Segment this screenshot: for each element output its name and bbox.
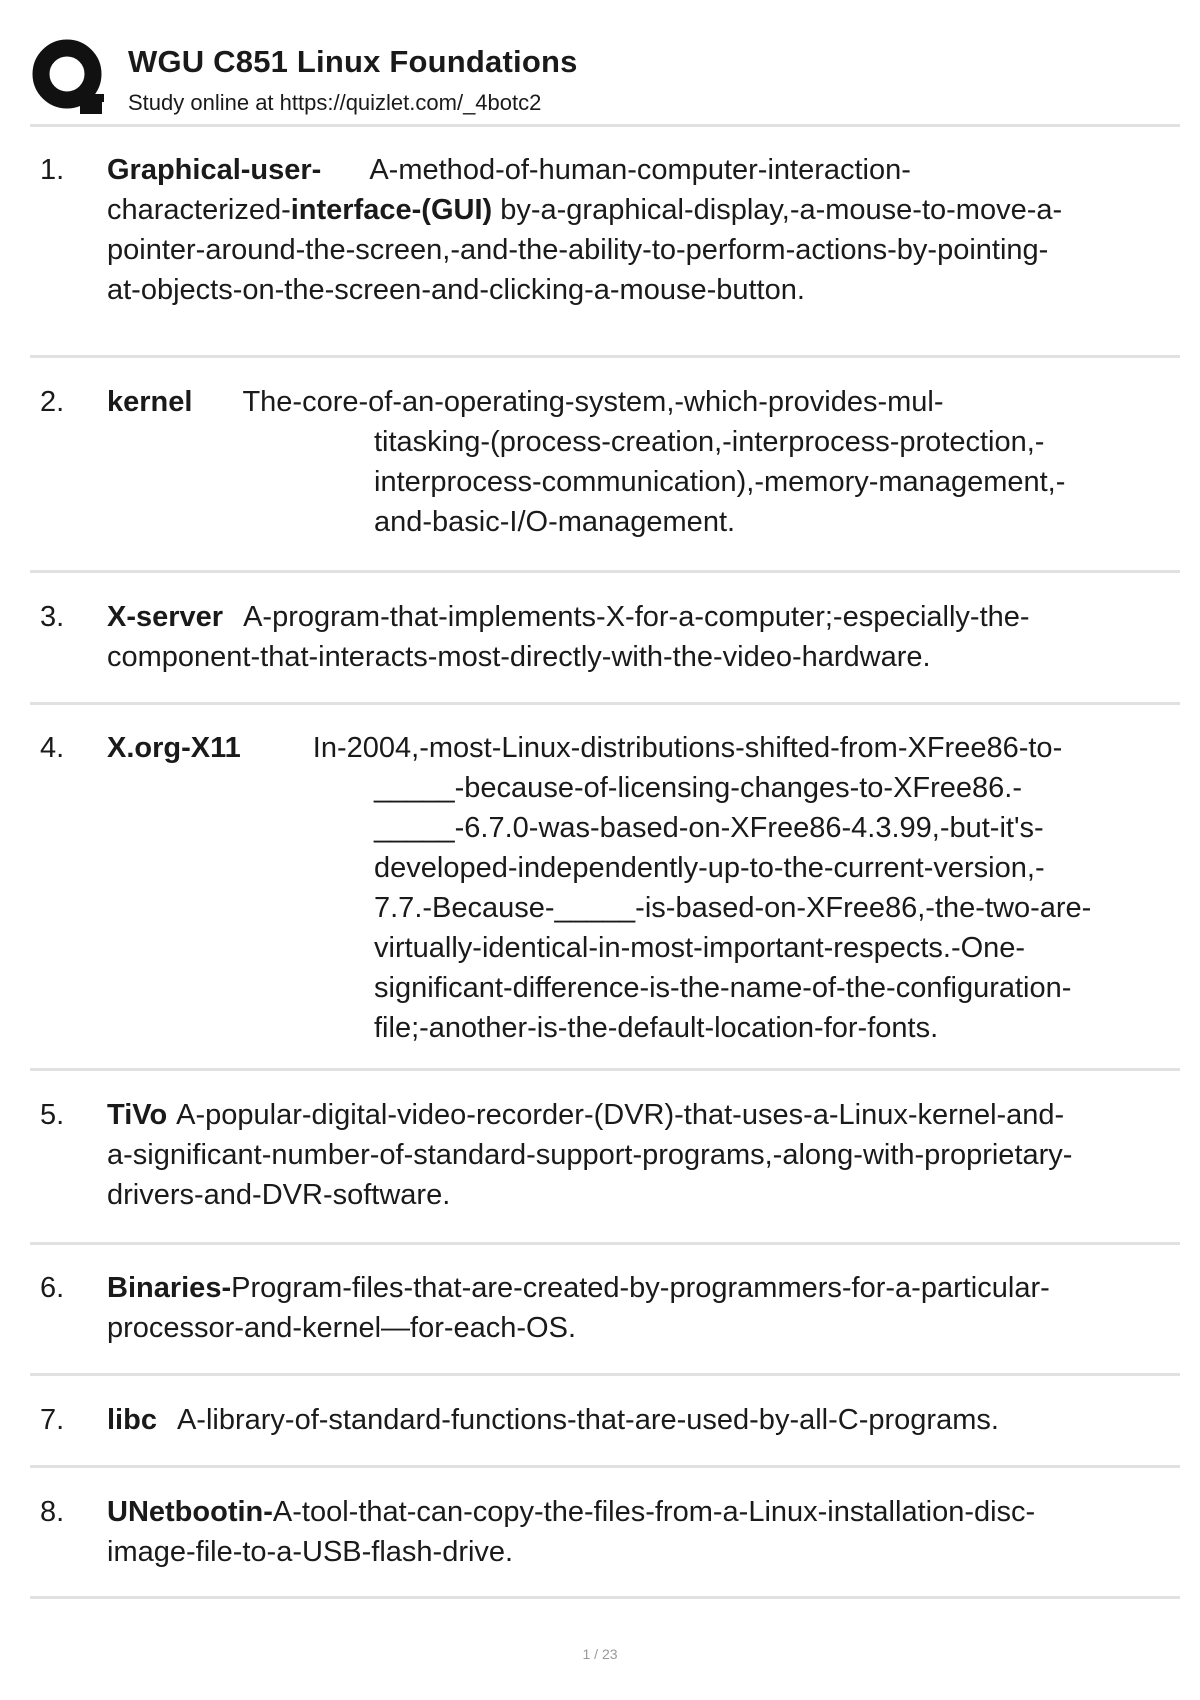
card-definition: A-library-of-standard-functions-that-are-used-by-all-C-programs.	[176, 1404, 999, 1436]
divider	[30, 1465, 1180, 1468]
card-definition: pointer-around-the-screen,-and-the-ability-to-perform-actions-by-pointing-	[107, 234, 1049, 266]
card-text	[107, 382, 1180, 542]
flashcard-1	[30, 150, 1180, 310]
card-term: interface-(GUI)	[290, 194, 493, 226]
card-definition: at-objects-on-the-screen-and-clicking-a-mouse-button.	[107, 274, 805, 306]
divider	[30, 1373, 1180, 1376]
card-term: kernel	[107, 386, 193, 418]
card-definition: titasking-(process-creation,-interprocess-protection,-	[374, 426, 1045, 458]
divider	[30, 570, 1180, 573]
flashcard-6	[30, 1268, 1180, 1348]
card-term: X.org-X11	[107, 732, 241, 764]
card-definition: In-2004,-most-Linux-distributions-shifted-from-XFree86-to-	[312, 732, 1063, 764]
page-header	[30, 36, 1180, 126]
card-number: 2.	[40, 386, 65, 418]
flashcard-3	[30, 597, 1180, 677]
card-definition: The-core-of-an-operating-system,-which-provides-mul-	[242, 386, 944, 418]
card-term: Binaries-	[107, 1272, 232, 1304]
card-text	[107, 1095, 1180, 1215]
divider	[30, 702, 1180, 705]
card-term: libc	[107, 1404, 157, 1436]
card-number: 7.	[40, 1404, 65, 1436]
card-definition: file;-another-is-the-default-location-for-fonts.	[374, 1012, 939, 1044]
flashcard-7	[30, 1400, 1180, 1440]
flashcard-8	[30, 1492, 1180, 1572]
card-definition: significant-difference-is-the-name-of-the-configuration-	[374, 972, 1072, 1004]
card-definition: interprocess-communication),-memory-management,-	[374, 466, 1066, 498]
card-number: 3.	[40, 601, 65, 633]
card-number: 5.	[40, 1099, 65, 1131]
card-definition: image-file-to-a-USB-flash-drive.	[107, 1536, 514, 1568]
page-number: 1 / 23	[582, 1646, 618, 1662]
card-text	[107, 1400, 1180, 1440]
card-definition: _____-6.7.0-was-based-on-XFree86-4.3.99,-but-it's-	[374, 812, 1044, 844]
divider	[30, 1596, 1180, 1599]
divider	[30, 1242, 1180, 1245]
card-text	[107, 728, 1180, 1048]
card-definition: component-that-interacts-most-directly-with-the-video-hardware.	[107, 641, 931, 673]
card-number: 6.	[40, 1272, 65, 1304]
card-definition: 7.7.-Because-_____-is-based-on-XFree86,-the-two-are-	[374, 892, 1092, 924]
card-number: 4.	[40, 732, 65, 764]
card-definition: A-tool-that-can-copy-the-files-from-a-Linux-installation-disc-	[272, 1496, 1036, 1528]
card-term: X-server	[107, 601, 224, 633]
card-definition: by-a-graphical-display,-a-mouse-to-move-a-	[492, 194, 1063, 226]
card-number: 1.	[40, 154, 65, 186]
card-definition: A-popular-digital-video-recorder-(DVR)-that-uses-a-Linux-kernel-and-	[176, 1099, 1065, 1131]
card-text	[107, 597, 1180, 677]
card-definition: characterized-	[107, 194, 291, 226]
card-definition: A-method-of-human-computer-interaction-	[369, 154, 911, 186]
card-term: Graphical-user-	[107, 154, 322, 186]
flashcard-4	[30, 728, 1180, 1048]
flashcard-5	[30, 1095, 1180, 1215]
card-definition: and-basic-I/O-management.	[374, 506, 736, 538]
flashcard-2	[30, 382, 1180, 542]
card-definition: developed-independently-up-to-the-current-version,-	[374, 852, 1045, 884]
card-term: TiVo	[107, 1099, 168, 1131]
card-term: UNetbootin-	[107, 1496, 273, 1528]
card-text	[107, 1492, 1180, 1572]
card-number: 8.	[40, 1496, 65, 1528]
page-subtitle: Study online at https://quizlet.com/_4botc2	[128, 90, 542, 115]
divider	[30, 355, 1180, 358]
card-definition: drivers-and-DVR-software.	[107, 1179, 451, 1211]
quizlet-logo-icon	[30, 36, 110, 120]
card-definition: A-program-that-implements-X-for-a-computer;-especially-the-	[243, 601, 1030, 633]
card-text	[107, 150, 1180, 310]
divider	[30, 124, 1180, 127]
card-definition: _____-because-of-licensing-changes-to-XFree86.-	[374, 772, 1023, 804]
card-definition: Program-files-that-are-created-by-programmers-for-a-particular-	[231, 1272, 1050, 1304]
divider	[30, 1068, 1180, 1071]
page-title: WGU C851 Linux Foundations	[128, 44, 578, 79]
card-definition: virtually-identical-in-most-important-respects.-One-	[374, 932, 1026, 964]
card-definition: a-significant-number-of-standard-support-programs,-along-with-proprietary-	[107, 1139, 1073, 1171]
card-definition: processor-and-kernel—for-each-OS.	[107, 1312, 577, 1344]
card-text	[107, 1268, 1180, 1348]
